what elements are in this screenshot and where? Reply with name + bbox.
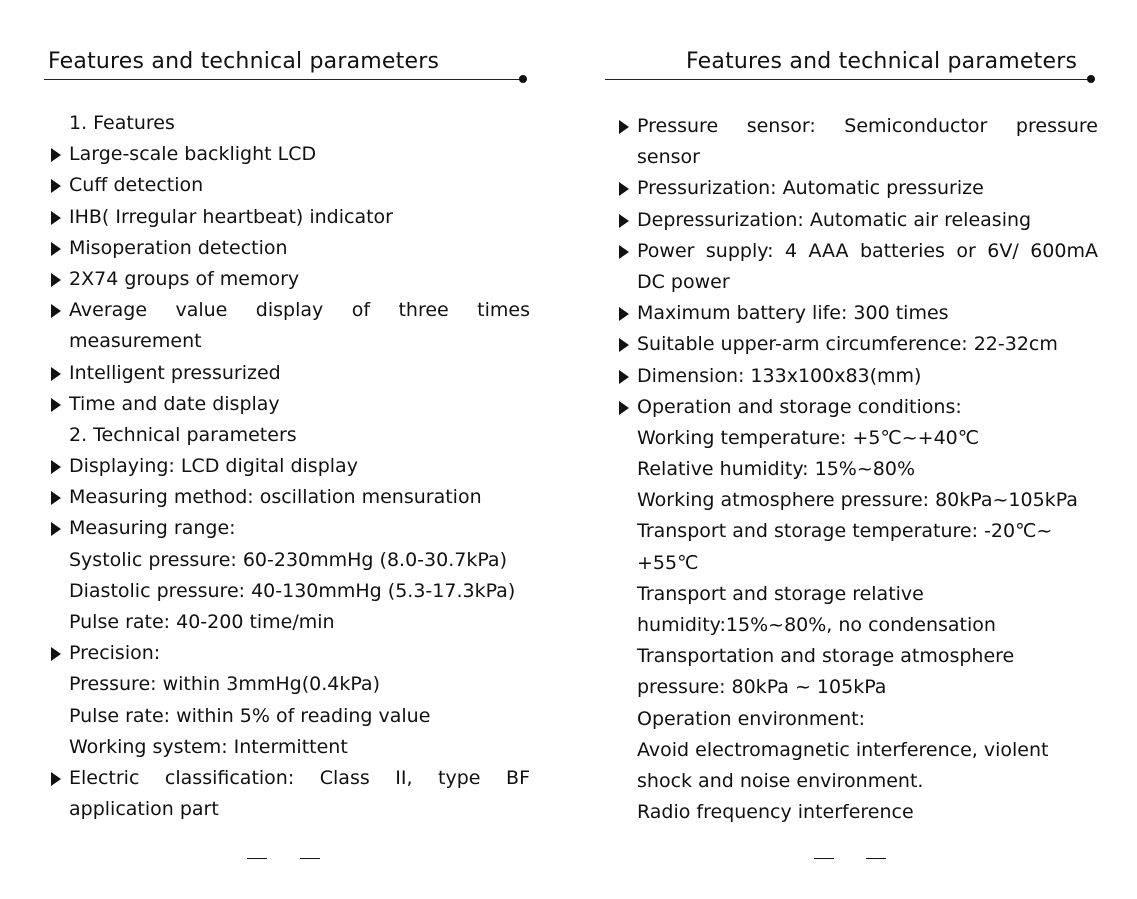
rule-end-dot xyxy=(1087,75,1095,83)
text-line xyxy=(48,669,530,700)
left-content xyxy=(48,108,530,825)
line-text: Pulse rate: within 5% of reading value xyxy=(69,704,431,727)
bullet-item xyxy=(48,139,530,170)
text-line xyxy=(48,326,530,357)
text-line xyxy=(48,794,530,825)
bullet-triangle-icon xyxy=(51,273,61,287)
line-text: Pressurization: Automatic pressurize xyxy=(637,177,984,200)
line-text: Measuring method: oscillation mensuration xyxy=(69,486,482,509)
bullet-triangle-icon xyxy=(51,772,61,786)
bullet-item xyxy=(48,482,530,513)
line-text: sensor xyxy=(637,146,700,169)
line-text: Electric classification: Class II, type BF xyxy=(69,766,530,789)
line-text: Pressure sensor: Semiconductor pressure xyxy=(637,115,1098,137)
line-text: Maximum battery life: 300 times xyxy=(637,302,949,325)
title-rule xyxy=(44,79,522,80)
line-text: Time and date display xyxy=(69,392,280,415)
bullet-triangle-icon xyxy=(51,398,61,412)
text-line xyxy=(616,579,1098,610)
line-text: Large-scale backlight LCD xyxy=(69,143,317,166)
bullet-triangle-icon xyxy=(51,148,61,162)
bullet-item xyxy=(48,638,530,669)
text-line xyxy=(616,548,1098,579)
bullet-triangle-icon xyxy=(619,307,629,321)
text-line xyxy=(48,732,530,763)
bullet-triangle-icon xyxy=(619,214,629,228)
bullet-item xyxy=(616,329,1098,360)
line-text: shock and noise environment. xyxy=(637,769,924,792)
line-text: Dimension: 133x100x83(mm) xyxy=(637,364,922,387)
line-text: 2X74 groups of memory xyxy=(69,267,300,290)
text-line xyxy=(616,766,1098,797)
line-text: Average value display of three times xyxy=(69,299,530,322)
bullet-triangle-icon xyxy=(51,522,61,536)
bullet-item xyxy=(48,233,530,264)
text-line xyxy=(48,545,530,576)
text-line xyxy=(616,142,1098,173)
line-text: Diastolic pressure: 40-130mmHg (5.3-17.3kPa) xyxy=(69,579,516,602)
line-text: measurement xyxy=(69,330,202,353)
bullet-triangle-icon xyxy=(619,245,629,259)
bullet-item xyxy=(616,392,1098,423)
line-text: Intelligent pressurized xyxy=(69,361,281,384)
text-line xyxy=(48,108,530,139)
bullet-triangle-icon xyxy=(51,647,61,661)
bullet-item xyxy=(616,236,1098,267)
bullet-triangle-icon xyxy=(51,179,61,193)
line-text: 2. Technical parameters xyxy=(69,423,297,446)
bullet-item xyxy=(48,389,530,420)
bullet-triangle-icon xyxy=(619,370,629,384)
text-line xyxy=(616,516,1098,547)
bullet-triangle-icon xyxy=(51,304,61,318)
line-text: Cuff detection xyxy=(69,174,204,197)
bullet-triangle-icon xyxy=(51,211,61,225)
right-page xyxy=(568,0,1137,899)
bullet-item xyxy=(48,170,530,201)
left-page xyxy=(0,0,568,899)
line-text: Precision: xyxy=(69,642,161,665)
line-text: Misoperation detection xyxy=(69,236,288,259)
bullet-item xyxy=(616,298,1098,329)
text-line xyxy=(616,641,1098,672)
bullet-item xyxy=(48,295,530,326)
title-rule xyxy=(605,79,1088,80)
page-number-dash xyxy=(814,858,834,859)
bullet-triangle-icon xyxy=(619,182,629,196)
line-text: Operation and storage conditions: xyxy=(637,395,962,418)
page-number-dash xyxy=(300,858,320,859)
text-line xyxy=(616,672,1098,703)
page-number-dash xyxy=(247,858,267,859)
page-title: Features and technical parameters xyxy=(48,49,440,74)
line-text: Relative humidity: 15%~80% xyxy=(637,458,916,481)
text-line xyxy=(616,267,1098,298)
right-content xyxy=(616,111,1098,828)
text-line xyxy=(616,610,1098,641)
bullet-item xyxy=(48,358,530,389)
line-text: Avoid electromagnetic interference, violent xyxy=(637,738,1049,761)
bullet-item xyxy=(48,451,530,482)
bullet-item xyxy=(616,205,1098,236)
text-line xyxy=(616,735,1098,766)
bullet-item xyxy=(616,173,1098,204)
line-text: Pulse rate: 40-200 time/min xyxy=(69,611,335,633)
bullet-item xyxy=(48,763,530,794)
bullet-item xyxy=(616,111,1098,142)
line-text: Systolic pressure: 60-230mmHg (8.0-30.7kPa) xyxy=(69,548,507,571)
bullet-triangle-icon xyxy=(619,401,629,415)
bullet-item xyxy=(48,264,530,295)
line-text: Radio frequency interference xyxy=(637,801,914,824)
bullet-triangle-icon xyxy=(51,242,61,256)
line-text: 1. Features xyxy=(69,112,175,134)
bullet-triangle-icon xyxy=(51,491,61,505)
line-text: Suitable upper-arm circumference: 22-32cm xyxy=(637,333,1058,356)
line-text: Transportation and storage atmosphere xyxy=(637,645,1015,668)
page-title: Features and technical parameters xyxy=(686,49,1078,74)
text-line xyxy=(48,420,530,451)
bullet-triangle-icon xyxy=(51,460,61,474)
line-text: Power supply: 4 AAA batteries or 6V/ 600mA xyxy=(637,239,1098,262)
text-line xyxy=(616,423,1098,454)
page-number-dash xyxy=(866,858,886,859)
line-text: Transport and storage temperature: -20℃~ xyxy=(637,520,1053,543)
text-line xyxy=(616,704,1098,735)
text-line xyxy=(48,576,530,607)
line-text: Displaying: LCD digital display xyxy=(69,455,358,478)
bullet-triangle-icon xyxy=(619,338,629,352)
bullet-item xyxy=(48,202,530,233)
line-text: humidity:15%~80%, no condensation xyxy=(637,614,996,636)
text-line xyxy=(48,701,530,732)
bullet-item xyxy=(616,361,1098,392)
line-text: Working atmosphere pressure: 80kPa~105kPa xyxy=(637,489,1078,512)
text-line xyxy=(616,797,1098,828)
bullet-item xyxy=(48,513,530,544)
text-line xyxy=(616,485,1098,516)
line-text: +55℃ xyxy=(637,551,699,574)
line-text: Measuring range: xyxy=(69,517,236,540)
line-text: DC power xyxy=(637,270,730,293)
line-text: Operation environment: xyxy=(637,707,865,730)
line-text: Depressurization: Automatic air releasing xyxy=(637,208,1032,231)
bullet-triangle-icon xyxy=(619,120,629,134)
text-line xyxy=(48,607,530,638)
line-text: IHB( Irregular heartbeat) indicator xyxy=(69,205,393,228)
line-text: application part xyxy=(69,798,219,821)
bullet-triangle-icon xyxy=(51,367,61,381)
line-text: Pressure: within 3mmHg(0.4kPa) xyxy=(69,673,380,696)
line-text: pressure: 80kPa ~ 105kPa xyxy=(637,676,887,699)
line-text: Transport and storage relative xyxy=(637,582,924,605)
line-text: Working temperature: +5℃~+40℃ xyxy=(637,426,980,449)
rule-end-dot xyxy=(519,75,527,83)
line-text: Working system: Intermittent xyxy=(69,735,348,758)
text-line xyxy=(616,454,1098,485)
